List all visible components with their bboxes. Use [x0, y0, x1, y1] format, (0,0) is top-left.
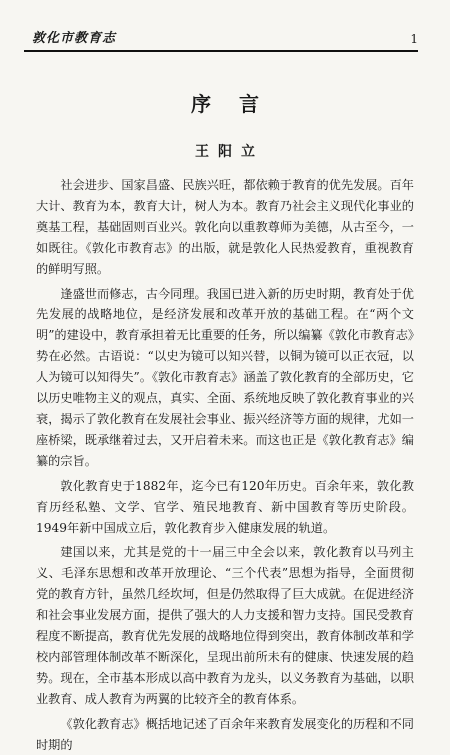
preface-author: 王阳立	[195, 144, 264, 160]
preface-body	[36, 175, 414, 755]
running-header-book-title: 敦化市教育志	[32, 31, 117, 46]
paragraph: 建国以来，尤其是党的十一届三中全会以来，敦化教育以马列主义、毛泽东思想和改革开放理论、“三个代表”思想为指导，全面贯彻党的教育方针，虽然几经坎坷，但是仍然取得了巨大成就。在促进经济和社会事业发展方面，提供了强大的人力支援和智力支持。国民受教育程度不断提高，教育优先发展的战略地位得到突出，教育体制改革和学校内部管理体制改革不断深化，呈现出前所未有的健康、快速发展的趋势。现在，全市基本形成以高中教育为龙头，以义务教育为基础，以职业教育、成人教育为两翼的比较齐全的教育体系。	[36, 545, 414, 706]
preface-title: 序言	[191, 92, 287, 116]
paragraph: 社会进步、国家昌盛、民族兴旺，都依赖于教育的优先发展。百年大计、教育为本，教育大计，树人为本。教育乃社会主义现代化事业的奠基工程，基础固则百业兴。敦化向以重教尊师为美德，从古至今，一如既往。《敦化市教育志》的出版，就是敦化人民热爱教育，重视教育的鲜明写照。	[36, 178, 414, 276]
paragraph: 《敦化教育志》概括地记述了百余年来教育发展变化的历程和不同时期的	[36, 716, 414, 752]
running-header	[24, 30, 418, 52]
paragraph: 敦化教育史于1882年，迄今已有120年历史。百余年来，敦化教育历经私塾、文学、官学、殖民地教育、新中国教育等历史阶段。1949年新中国成立后，敦化教育步入健康发展的轨道。	[36, 478, 414, 535]
paragraph: 逢盛世而修志，古今同理。我国已进入新的历史时期，教育处于优先发展的战略地位，是经济发展和改革开放的基础工程。在“两个文明”的建设中，教育承担着无比重要的任务，所以编纂《敦化市教育志》势在必然。古语说：“以史为镜可以知兴替，以铜为镜可以正衣冠，以人为镜可以知得失”。《敦化市教育志》涵盖了敦化教育的全部历史，它以历史唯物主义的观点，真实、全面、系统地反映了敦化教育事业的兴衰，揭示了敦化教育在发展社会事业、振兴经济等方面的规律，尤如一座桥梁，既承继着过去，又开启着未来。而这也正是《敦化教育志》编纂的宗旨。	[36, 286, 414, 468]
page-number: 1	[410, 32, 418, 46]
